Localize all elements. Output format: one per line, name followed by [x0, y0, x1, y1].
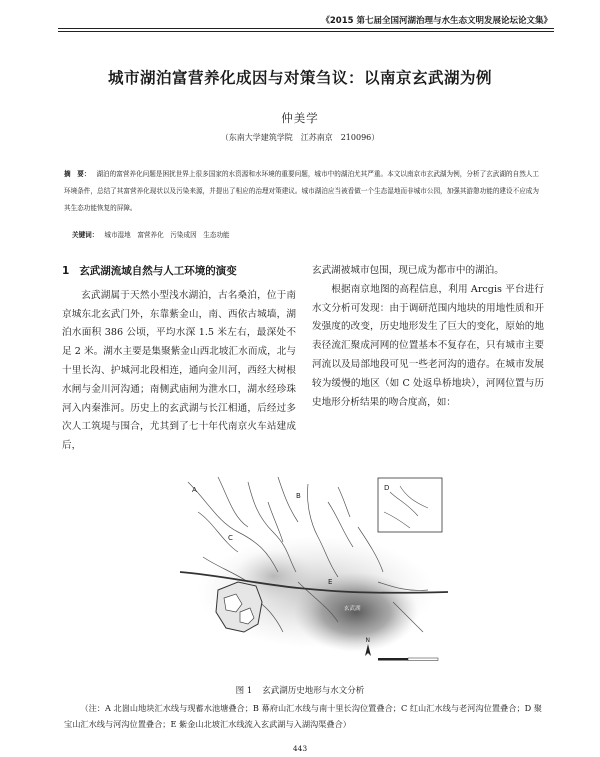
- running-head: 《2015 第七届全国河湖治理与水生态文明发展论坛论文集》: [321, 16, 552, 26]
- map-label-lake: 玄武湖: [344, 606, 361, 612]
- keywords: [72, 229, 540, 239]
- keywords-text: 城市湿地 富营养化 污染成因 生态功能: [104, 231, 230, 239]
- figure-title: 玄武湖历史地形与水文分析: [262, 686, 365, 696]
- section-heading: [62, 262, 296, 281]
- author-name: 仲美学: [281, 111, 319, 125]
- body-continuation: 玄武湖被城市包围，现已成为都市中的湖泊。: [312, 265, 504, 276]
- terrain-shading-core: [294, 572, 418, 652]
- figure-note: （注：A 北崮山地块汇水线与现蓄水池塘叠合；B 幕府山汇水线与南十里长沟位置叠合；C 红山汇水线与老河沟位置叠合；D 聚宝山汇水线与河沟位置叠合；E 紫金山北坡汇水线流入玄武湖与入湖沟渠叠合）: [64, 703, 542, 729]
- body-paragraph-1: 玄武湖属于天然小型浅水湖泊，古名桑泊，位于南京城东北玄武门外，东靠紫金山，南、西依古城墙，湖泊水面积 386 公顷，平均水深 1.5 米左右，最深处不足 2 米。湖水主要是集聚紫金山西北坡汇水而成，北与十里长沟、护城河北段相连，通向金川河，西经大树根水闸与金川河沟通；南侧武庙闸为泄水口，湖水经珍珠河入内秦淮河。历史上的玄武湖与长江相通，后经过多次人工筑堤与围合，尤其到了七十年代南京火车站建成后，: [62, 289, 296, 452]
- section-title: 玄武湖流域自然与人工环境的演变: [79, 265, 237, 277]
- abstract-text: 湖泊的富营养化问题是困扰世界上很多国家的水资源和水环境的重要问题，城市中的湖泊尤其严重。本文以南京市玄武湖为例，分析了玄武湖的自然人工环境条件，总结了其富营养化现状以及污染来源，并提出了相应的治理对策建议。城市湖泊应当被看做一个生态湿地而非城市公园，加强其游憩功能的建设不应成为其生态功能恢复的屏障。: [64, 170, 540, 212]
- hydrology-map: [178, 472, 450, 668]
- abstract-label: 摘 要：: [64, 170, 91, 178]
- author-affiliation: （东南大学建筑学院 江苏南京 210096）: [220, 133, 380, 142]
- header-rule-thin: [58, 31, 554, 32]
- section-number: 1: [62, 265, 70, 277]
- figure-number: 图 1: [235, 686, 253, 696]
- body-paragraph-2: 根据南京地图的高程信息，利用 Arcgis 平台进行水文分析可发现：由于调研范围内地块的用地性质和开发强度的改变，历史地形发生了巨大的变化，原始的地表径流汇聚成河网的位置基本不复存在，只有城市主要河流以及局部地段可见一些老河沟的遗存。在城市发展较为缓慢的地区（如 C 处返阜桥地块），河网位置与历史地形分析结果的吻合度高，如：: [312, 283, 544, 408]
- right-column: [312, 262, 544, 412]
- map-label-b: B: [296, 492, 301, 500]
- abstract: [64, 166, 539, 217]
- map-label-c: C: [228, 534, 233, 542]
- map-label-e: E: [328, 578, 333, 586]
- page-number: 443: [292, 744, 308, 753]
- left-column: [62, 262, 296, 456]
- north-label: N: [365, 637, 370, 644]
- map-label-d: D: [384, 484, 390, 492]
- figure-caption: [0, 684, 600, 696]
- scale-bar: [378, 658, 438, 661]
- figure-map: [178, 472, 450, 668]
- map-label-a: A: [192, 486, 197, 494]
- keywords-label: 关键词：: [72, 231, 99, 239]
- header-rule: [58, 28, 554, 29]
- paper-title: 城市湖泊富营养化成因与对策刍议：以南京玄武湖为例: [107, 69, 492, 87]
